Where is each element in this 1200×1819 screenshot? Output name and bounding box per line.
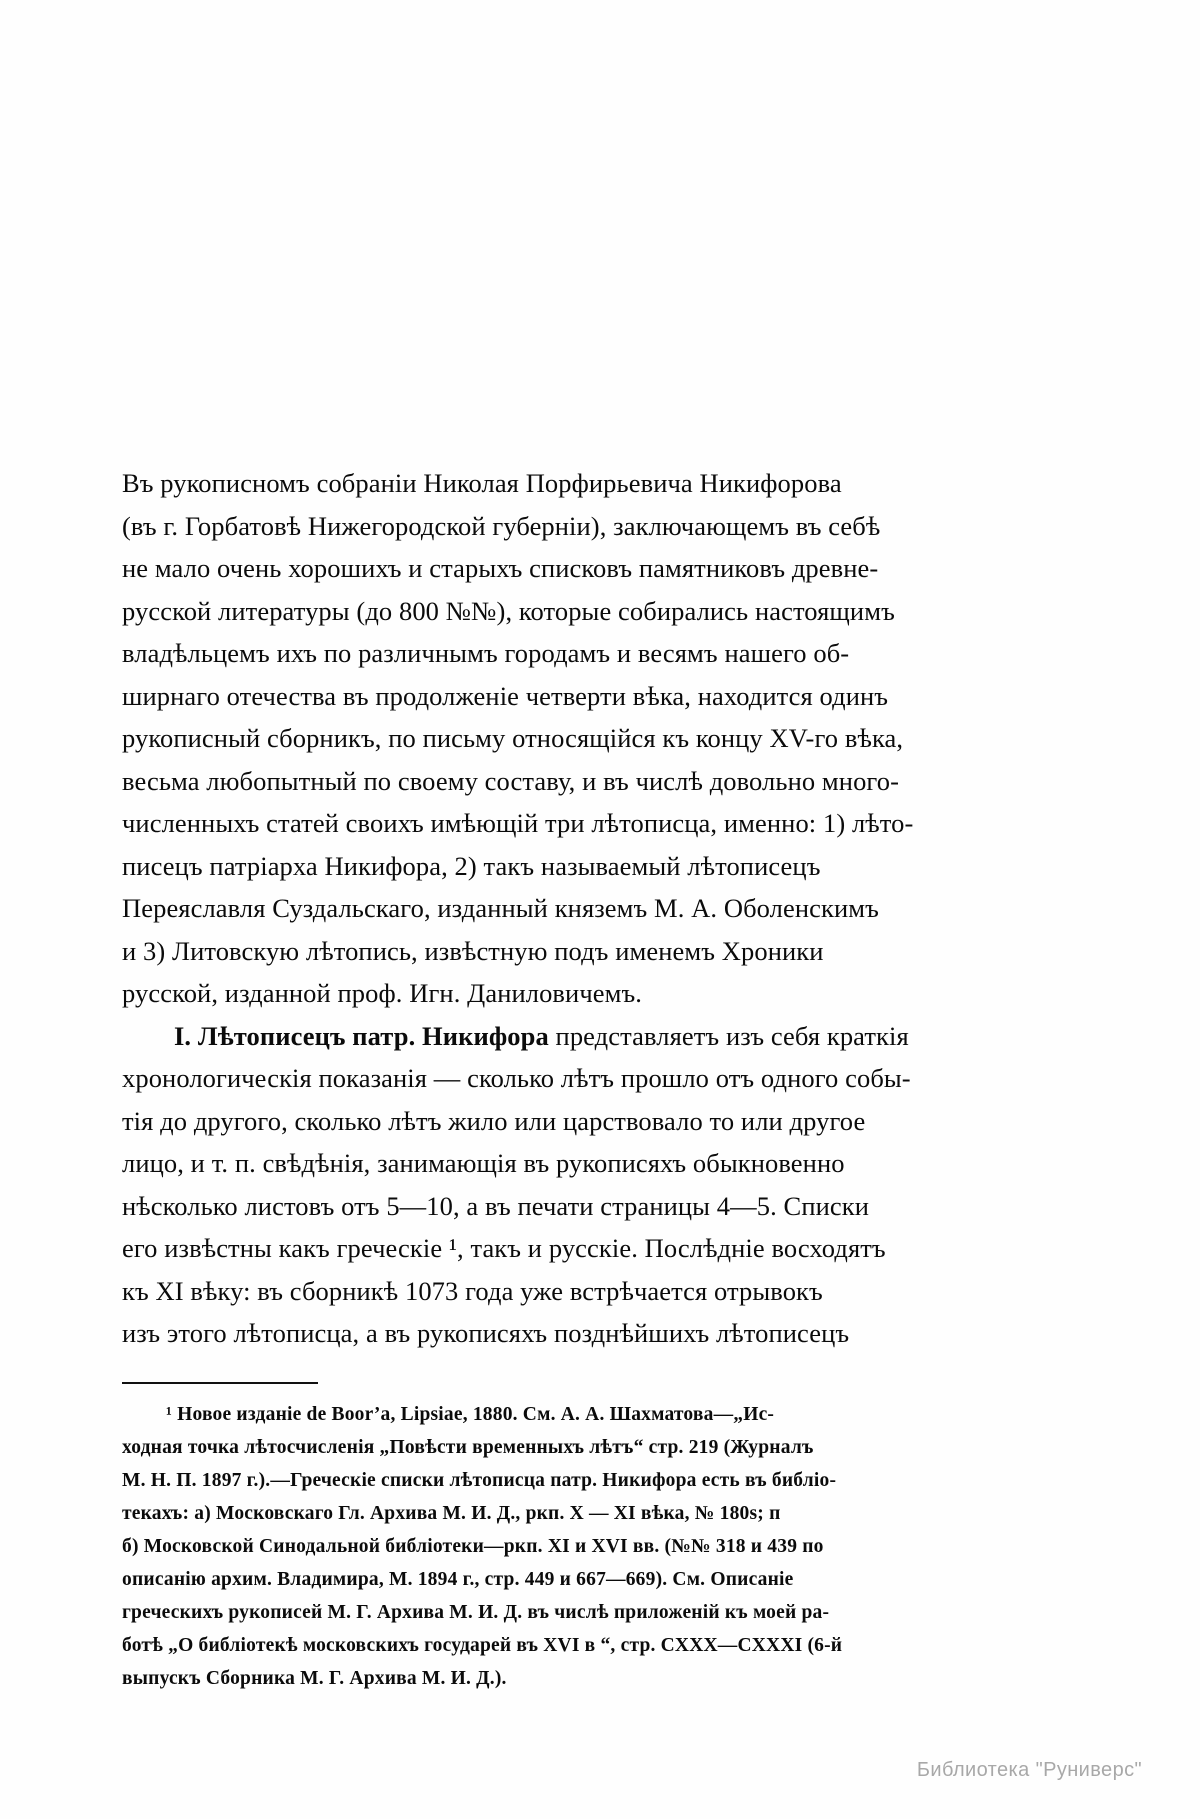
footnote-block [122, 1398, 1084, 1695]
text-line: русской литературы (до 800 №№), которые собирались настоящимъ [122, 595, 895, 626]
text-line: и 3) Литовскую лѣтопись, извѣстную подъ именемъ Хроники [122, 935, 824, 966]
footnote-line: греческихъ рукописей М. Г. Архива М. И. Д. въ числѣ приложеній къ моей ра- [122, 1602, 830, 1623]
footnote-text: ¹ Новое изданіе de Boor’a, Lipsiae, 1880. См. А. А. Шахматова—„Ис- [166, 1404, 775, 1425]
text-line: не мало очень хорошихъ и старыхъ списковъ памятниковъ древне- [122, 553, 879, 583]
text-line: (въ г. Горбатовѣ Нижегородской губерніи), заключающемъ въ себѣ [122, 510, 881, 541]
text-line: численныхъ статей своихъ имѣющій три лѣтописца, именно: 1) лѣто- [122, 808, 914, 838]
paragraph-1 [122, 462, 1082, 1015]
footnote-line: М. Н. П. 1897 г.).—Греческіе списки лѣтописца патр. Никифора есть въ библіо- [122, 1470, 837, 1491]
footnote-line: ходная точка лѣтосчисленія „Повѣсти временныхъ лѣтъ“ стр. 219 (Журналъ [122, 1437, 814, 1458]
text-line: Переяславля Суздальскаго, изданный княземъ М. А. Оболенскимъ [122, 893, 879, 923]
text-line: русской, изданной проф. Игн. Даниловичемъ. [122, 978, 643, 1008]
paragraph-2 [122, 1015, 1082, 1355]
text-line: владѣльцемъ ихъ по различнымъ городамъ и весямъ нашего об- [122, 638, 850, 668]
text-line: его извѣстны какъ греческіе ¹, такъ и русскіе. Послѣдніе восходятъ [122, 1233, 886, 1263]
text-line: нѣсколько листовъ отъ 5—10, а въ печати страницы 4—5. Списки [122, 1190, 870, 1221]
footnote-line: б) Московской Синодальной библіотеки—ркп. XI и XVI вв. (№№ 318 и 439 по [122, 1536, 824, 1557]
text-line: Въ рукописномъ собраніи Николая Порфирьевича Никифорова [122, 468, 842, 498]
text-line-rest: представляетъ изъ себя краткія [548, 1020, 909, 1051]
text-line: хронологическія показанія — сколько лѣтъ прошло отъ одного собы- [122, 1063, 911, 1093]
footnote-line [122, 1398, 1084, 1431]
text-line: рукописный сборникъ, по письму относящійся къ концу XV-го вѣка, [122, 723, 904, 753]
library-watermark: Библиотека "Руниверс" [916, 1759, 1142, 1781]
text-line: весьма любопытный по своему составу, и въ числѣ довольно много- [122, 765, 900, 796]
text-line-with-heading [122, 1015, 1082, 1058]
footnote-line: описанію архим. Владимира, М. 1894 г., стр. 449 и 667—669). См. Описаніе [122, 1569, 794, 1590]
section-heading: I. Лѣтописецъ патр. Никифора [174, 1020, 549, 1051]
footnote-line: ботѣ „О библіотекѣ московскихъ государей въ XVI в “, стр. CXXX—CXXXI (6-й [122, 1635, 843, 1656]
text-line: ширнаго отечества въ продолженіе четверти вѣка, находится одинъ [122, 680, 889, 711]
text-line: лицо, и т. п. свѣдѣнія, занимающія въ рукописяхъ обыкновенно [122, 1148, 845, 1178]
text-line: къ XI вѣку: въ сборникѣ 1073 года уже встрѣчается отрывокъ [122, 1275, 823, 1306]
text-line: изъ этого лѣтописца, а въ рукописяхъ позднѣйшихъ лѣтописецъ [122, 1318, 850, 1348]
footnote-separator-rule [122, 1382, 318, 1384]
text-line: тія до другого, сколько лѣтъ жило или царствовало то или другое [122, 1105, 866, 1136]
page-text-column [122, 462, 1082, 1355]
footnote-line: текахъ: а) Московскаго Гл. Архива М. И. Д., ркп. X — XI вѣка, № 180s; п [122, 1503, 781, 1524]
footnote-line: выпускъ Сборника М. Г. Архива М. И. Д.). [122, 1668, 507, 1689]
text-line: писецъ патріарха Никифора, 2) такъ называемый лѣтописецъ [122, 850, 821, 881]
